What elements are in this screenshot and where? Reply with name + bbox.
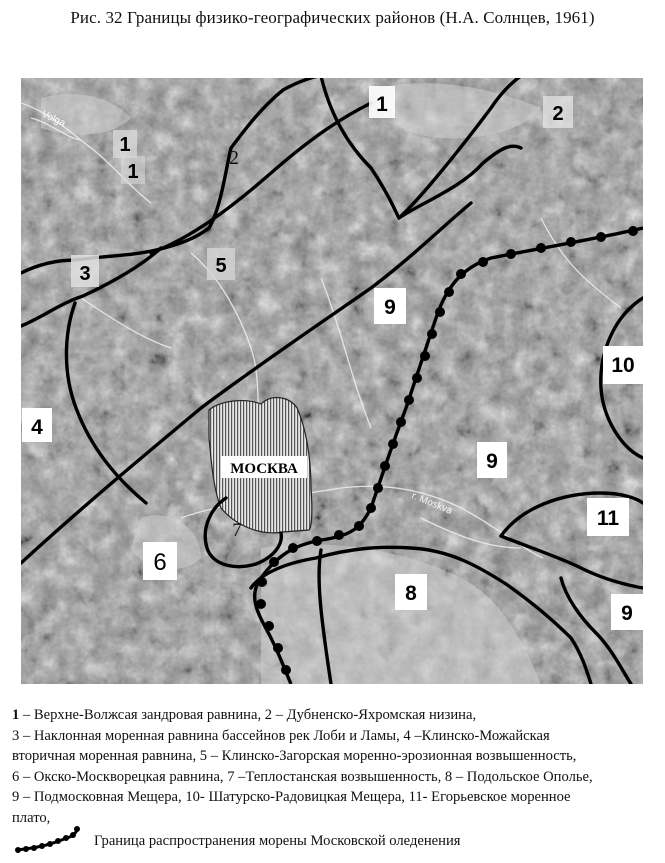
legend-line-1-text: – Верхне-Волжсая зандровая равнина, 2 – Дубненско-Яхромская низина, — [19, 707, 477, 723]
region-label-11 — [587, 498, 629, 536]
river-label-moskva: r. Moskva — [409, 490, 454, 517]
legend-line-1-num: 1 — [12, 707, 20, 723]
svg-text:9: 9 — [384, 296, 396, 319]
region-label-10 — [603, 346, 643, 384]
svg-text:3: 3 — [79, 263, 91, 285]
legend-line-6: плато, — [12, 809, 51, 826]
region-label-1c — [121, 156, 145, 184]
satellite-map — [21, 78, 643, 684]
region-label-9b — [477, 442, 507, 478]
svg-text:1: 1 — [127, 161, 139, 183]
svg-text:8: 8 — [405, 582, 417, 605]
moraine-legend-row — [12, 824, 657, 856]
region-label-8 — [395, 574, 427, 610]
legend-line-5: 9 – Подмосковная Мещера, 10- Шатурско-Радовицкая Мещера, 11- Егорьевское моренное — [12, 789, 571, 805]
svg-text:10: 10 — [611, 354, 635, 377]
svg-text:2: 2 — [229, 147, 239, 169]
legend-line-3: вторичная моренная равнина, 5 – Клинско-Загорская моренно-эрозионная возвышенность, — [12, 748, 577, 764]
region-label-2a — [543, 96, 573, 128]
svg-text:7: 7 — [232, 520, 242, 541]
region-label-2b — [229, 147, 239, 169]
moraine-legend-text: Граница распространения морены Московской оледенения — [94, 833, 461, 849]
region-label-5 — [207, 248, 235, 280]
svg-text:1: 1 — [119, 134, 131, 156]
moscow-label: МОСКВА — [230, 461, 298, 477]
figure-title: Рис. 32 Границы физико-географических районов (Н.А. Солнцев, 1961) — [70, 8, 595, 27]
svg-text:2: 2 — [552, 103, 564, 125]
svg-text:4: 4 — [31, 416, 43, 439]
svg-text:11: 11 — [596, 507, 620, 530]
svg-text:5: 5 — [215, 255, 227, 277]
svg-text:1: 1 — [376, 93, 388, 116]
region-label-9c — [611, 594, 643, 630]
region-label-1a — [369, 86, 395, 118]
region-label-7 — [232, 520, 242, 541]
moraine-symbol — [12, 824, 84, 856]
legend-line-4: 6 – Окско-Москворецкая равнина, 7 –Теплостанская возвышенность, 8 – Подольское Ополье, — [12, 768, 593, 785]
region-label-3 — [71, 255, 99, 287]
legend — [12, 705, 657, 828]
region-label-9a — [374, 288, 406, 324]
region-label-6 — [143, 542, 177, 580]
legend-line-1 — [12, 705, 657, 726]
region-label-1b — [113, 130, 137, 158]
svg-text:9: 9 — [621, 602, 633, 625]
svg-text:6: 6 — [153, 549, 167, 576]
river-label-volga: Volga — [39, 108, 68, 130]
region-label-4 — [22, 408, 52, 442]
legend-line-2: 3 – Наклонная моренная равнина бассейнов рек Лоби и Ламы, 4 –Клинско-Можайская — [12, 727, 550, 744]
svg-text:9: 9 — [486, 450, 498, 473]
